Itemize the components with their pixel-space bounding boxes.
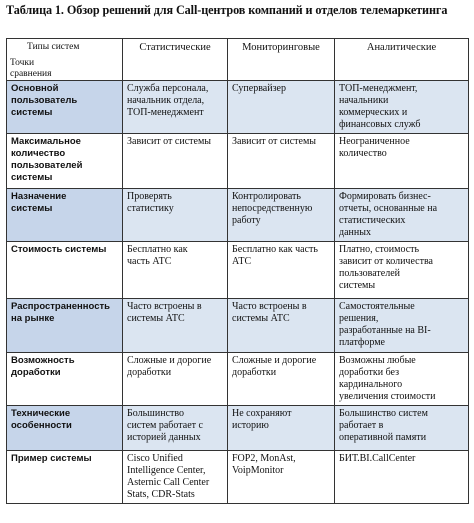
cell-text-line: Большинство <box>127 408 185 419</box>
table-cell <box>228 406 335 451</box>
cell-text-line: начальник отдела, <box>127 95 205 106</box>
cell-text-line: работает в <box>339 420 384 431</box>
cell-text-line: статистических <box>339 215 406 226</box>
cell-text-line: Не сохраняют <box>232 408 292 419</box>
table-cell <box>228 134 335 189</box>
cell-text-line: Супервайзер <box>232 83 286 94</box>
row-label-cell <box>7 81 123 134</box>
table-cell <box>335 134 469 189</box>
cell-text-line: коммерческих и <box>339 107 408 118</box>
table-cell <box>123 242 228 299</box>
header-corner-cell <box>7 39 123 81</box>
column-header-monitoring: Мониторинговые <box>228 39 335 81</box>
table-cell <box>123 299 228 353</box>
row-label-line: пользователь <box>11 95 78 106</box>
cell-text-line: системы АТС <box>232 313 290 324</box>
row-label-line: особенности <box>11 420 72 431</box>
row-label-line: на рынке <box>11 313 55 324</box>
cell-text-line: пользователей <box>339 268 401 279</box>
cell-text-line: доработки <box>127 367 172 378</box>
table-row <box>7 299 469 353</box>
cell-text-line: количество <box>339 148 387 159</box>
cell-text-line: финансовых служб <box>339 119 421 130</box>
cell-text-line: Формировать бизнес- <box>339 191 431 202</box>
table-cell <box>335 406 469 451</box>
column-header-analytical: Аналитические <box>335 39 469 81</box>
cell-text-line: Неограниченное <box>339 136 410 147</box>
cell-text-line: ТОП-менеджмент, <box>339 83 418 94</box>
cell-text-line: зависит от количества <box>339 256 433 267</box>
cell-text-line: Платно, стоимость <box>339 244 420 255</box>
row-label-cell <box>7 299 123 353</box>
cell-text-line: статистику <box>127 203 174 214</box>
cell-text-line: отчеты, основанные на <box>339 203 438 214</box>
table-header-row <box>7 39 469 81</box>
cell-text-line: Большинство систем <box>339 408 428 419</box>
cell-text-line: Бесплатно как <box>127 244 188 255</box>
row-label-line: Стоимость системы <box>11 244 107 255</box>
cell-text-line: начальники <box>339 95 389 106</box>
table-caption: Таблица 1. Обзор решений для Call-центров компаний и отделов телемаркетинга <box>6 3 448 17</box>
table-cell <box>228 451 335 504</box>
cell-text-line: FOP2, MonAst, <box>232 453 296 464</box>
cell-text-line: оперативной памяти <box>339 432 427 443</box>
row-label-cell <box>7 406 123 451</box>
row-label-line: системы <box>11 203 53 214</box>
cell-text-line: Stats, CDR-Stats <box>127 489 195 500</box>
row-label-cell <box>7 189 123 242</box>
cell-text-line: АТС <box>232 256 252 267</box>
cell-text-line: систем работает с <box>127 420 203 431</box>
row-label-line: доработки <box>11 367 61 378</box>
row-label-line: Максимальное <box>11 136 81 147</box>
table-cell <box>228 81 335 134</box>
row-label-line: системы <box>11 172 53 183</box>
cell-text-line: Возможны любые <box>339 355 416 366</box>
cell-text-line: VoipMonitor <box>232 465 284 476</box>
comparison-table <box>6 38 469 504</box>
cell-text-line: ТОП-менеджмент <box>127 107 204 118</box>
cell-text-line: Проверять <box>127 191 172 202</box>
table-cell <box>335 189 469 242</box>
cell-text-line: кардинального <box>339 379 403 390</box>
row-label-line: Пример системы <box>11 453 92 464</box>
table-cell <box>335 81 469 134</box>
table-cell <box>228 299 335 353</box>
corner-comparison-points-label: Точки сравнения <box>10 58 52 79</box>
row-label-line: Технические <box>11 408 71 419</box>
table-cell <box>123 81 228 134</box>
cell-text-line: доработки <box>232 367 277 378</box>
cell-text-line: БИТ.BI.CallCenter <box>339 453 416 464</box>
cell-text-line: данных <box>339 227 371 238</box>
row-label-line: Назначение <box>11 191 67 202</box>
cell-text-line: Часто встроены в <box>127 301 202 312</box>
row-label-line: Распространенность <box>11 301 110 312</box>
row-label-cell <box>7 353 123 406</box>
table-cell <box>228 242 335 299</box>
row-label-line: количество <box>11 148 66 159</box>
column-header-statistical: Статистические <box>123 39 228 81</box>
cell-text-line: платформе <box>339 337 385 348</box>
cell-text-line: Asternic Call Center <box>127 477 210 488</box>
cell-text-line: увеличения стоимости <box>339 391 436 402</box>
cell-text-line: Зависит от системы <box>232 136 317 147</box>
cell-text-line: доработки без <box>339 367 400 378</box>
cell-text-line: Сложные и дорогие <box>127 355 212 366</box>
cell-text-line: разработанные на BI- <box>339 325 431 336</box>
table-row <box>7 353 469 406</box>
cell-text-line: историю <box>232 420 269 431</box>
cell-text-line: непосредственную <box>232 203 313 214</box>
table-cell <box>123 406 228 451</box>
table-cell <box>228 353 335 406</box>
cell-text-line: работу <box>232 215 261 226</box>
cell-text-line: решения, <box>339 313 379 324</box>
table-row <box>7 81 469 134</box>
cell-text-line: Часто встроены в <box>232 301 307 312</box>
table-cell <box>335 299 469 353</box>
table-cell <box>335 242 469 299</box>
row-label-cell <box>7 451 123 504</box>
table-cell <box>228 189 335 242</box>
table-cell <box>123 189 228 242</box>
cell-text-line: Cisco Unified <box>127 453 183 464</box>
table-cell <box>335 451 469 504</box>
cell-text-line: часть АТС <box>127 256 172 267</box>
corner-system-types-label: Типы систем <box>27 42 80 52</box>
row-label-line: Возможность <box>11 355 75 366</box>
table-row <box>7 134 469 189</box>
cell-text-line: историей данных <box>127 432 201 443</box>
table-row <box>7 406 469 451</box>
table-cell <box>335 353 469 406</box>
table-row <box>7 451 469 504</box>
row-label-line: пользователей <box>11 160 83 171</box>
table-cell <box>123 353 228 406</box>
row-label-cell <box>7 134 123 189</box>
row-label-line: системы <box>11 107 53 118</box>
cell-text-line: Служба персонала, <box>127 83 209 94</box>
table-row <box>7 242 469 299</box>
cell-text-line: Самостоятельные <box>339 301 415 312</box>
cell-text-line: системы <box>339 280 376 291</box>
table-cell <box>123 134 228 189</box>
cell-text-line: системы АТС <box>127 313 185 324</box>
cell-text-line: Intelligence Center, <box>127 465 206 476</box>
cell-text-line: Зависит от системы <box>127 136 212 147</box>
table-cell <box>123 451 228 504</box>
row-label-line: Основной <box>11 83 59 94</box>
cell-text-line: Сложные и дорогие <box>232 355 317 366</box>
table-row <box>7 189 469 242</box>
row-label-cell <box>7 242 123 299</box>
cell-text-line: Контролировать <box>232 191 301 202</box>
cell-text-line: Бесплатно как часть <box>232 244 318 255</box>
